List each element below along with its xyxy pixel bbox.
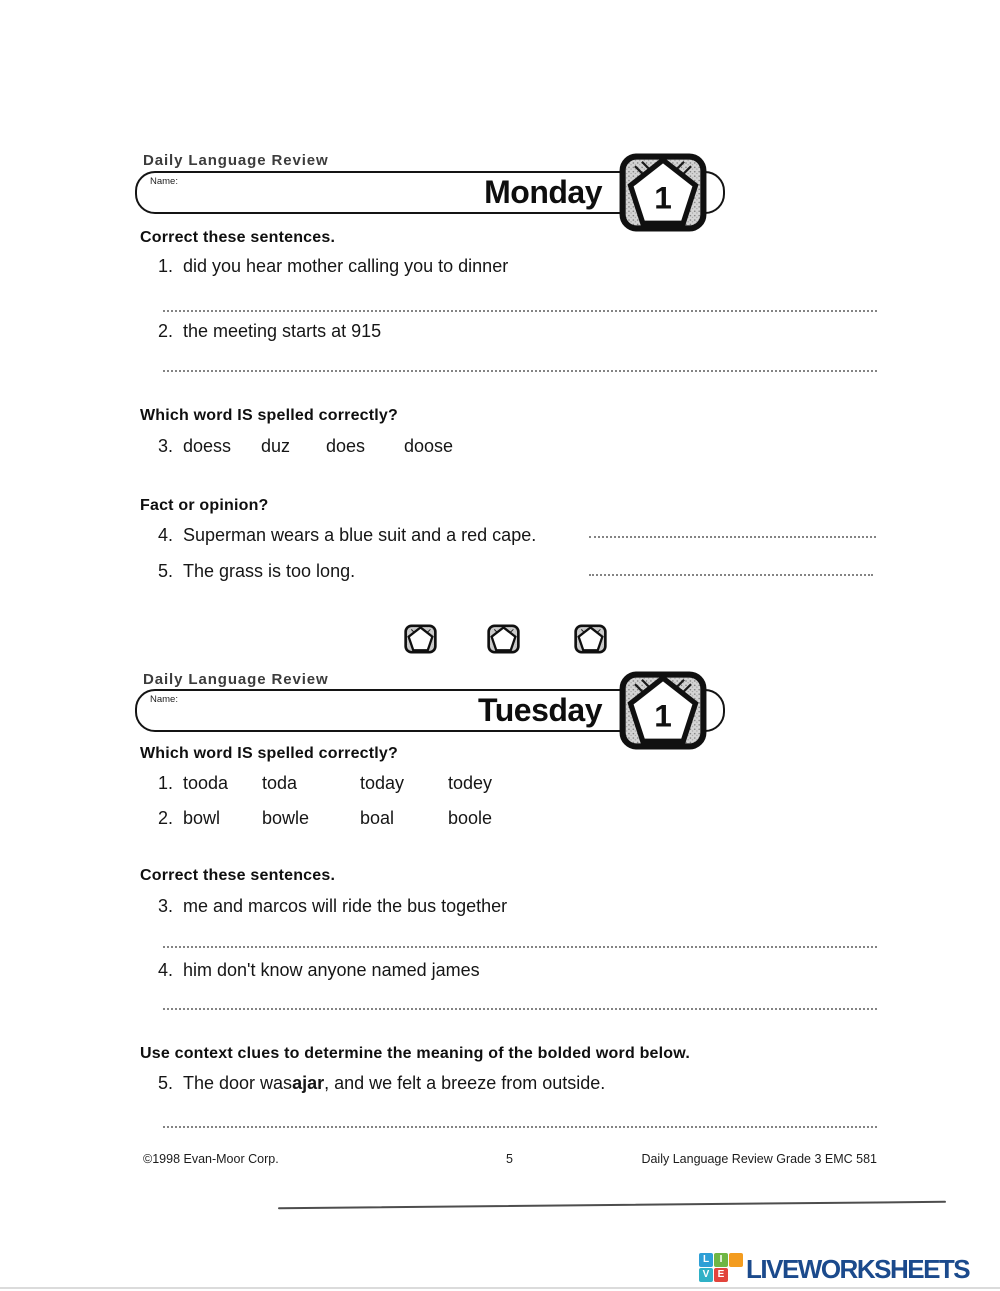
word-choice[interactable]: bowl [183, 808, 221, 828]
question-text: Superman wears a blue suit and a red cape. [183, 525, 537, 545]
question-row [158, 773, 492, 794]
question-number: 4. [158, 960, 174, 980]
pentagon-badge-icon [619, 153, 707, 232]
question-text: , and we felt a breeze from outside. [324, 1073, 606, 1093]
pentagon-badge-icon [619, 671, 707, 750]
word-choice[interactable]: today [360, 773, 405, 793]
instruction-heading: Which word IS spelled correctly? [140, 745, 399, 762]
answer-line[interactable] [163, 1126, 877, 1128]
question-number: 5. [158, 1073, 174, 1093]
logo-tile [729, 1253, 743, 1267]
question-row [158, 960, 480, 981]
bolded-word: ajar [292, 1073, 325, 1093]
logo-text: LIVEWORKSHEETS [746, 1254, 970, 1284]
word-choice[interactable]: does [326, 436, 366, 456]
question-text: The grass is too long. [183, 561, 356, 581]
question-number: 2. [158, 321, 174, 341]
word-choice[interactable]: doess [183, 436, 232, 456]
question-row [158, 321, 381, 342]
logo-tile: V [699, 1268, 713, 1282]
instruction-heading: Which word IS spelled correctly? [140, 407, 399, 424]
question-text: him don't know anyone named james [183, 960, 480, 980]
question-number: 5. [158, 561, 174, 581]
question-row [158, 896, 507, 917]
question-row [158, 1073, 605, 1094]
liveworksheets-logo[interactable] [699, 1253, 969, 1285]
instruction-heading: Correct these sentences. [140, 867, 336, 884]
question-number: 4. [158, 525, 174, 545]
word-choice[interactable]: duz [261, 436, 291, 456]
scan-artifact-line [278, 1201, 946, 1209]
copyright-text: ©1998 Evan-Moor Corp. [143, 1152, 279, 1166]
brand-title: Daily Language Review [143, 671, 329, 688]
question-text: me and marcos will ride the bus together [183, 896, 508, 916]
instruction-heading: Fact or opinion? [140, 497, 269, 514]
brand-title: Daily Language Review [143, 152, 329, 169]
answer-line[interactable] [589, 536, 876, 538]
logo-tile: I [714, 1253, 728, 1267]
word-choice[interactable]: todey [448, 773, 493, 793]
word-choice[interactable]: tooda [183, 773, 229, 793]
day-title: Monday [484, 174, 602, 210]
divider-pentagon-icon [404, 621, 437, 657]
question-number: 2. [158, 808, 174, 828]
divider-pentagon-icon [574, 621, 607, 657]
question-text: the meeting starts at 915 [183, 321, 382, 341]
word-choice[interactable]: doose [404, 436, 454, 456]
page-edge-line [0, 1287, 1000, 1289]
question-text: did you hear mother calling you to dinner [183, 256, 509, 276]
question-text: The door was [183, 1073, 293, 1093]
word-choice[interactable]: boole [448, 808, 493, 828]
question-row [158, 436, 453, 457]
question-row [158, 256, 508, 277]
answer-line[interactable] [163, 310, 877, 312]
word-choice[interactable]: boal [360, 808, 395, 828]
word-choice[interactable]: toda [262, 773, 298, 793]
answer-line[interactable] [163, 1008, 877, 1010]
question-number: 3. [158, 896, 174, 916]
question-row [158, 525, 536, 546]
badge-number: 1 [654, 697, 672, 734]
logo-tiles [699, 1253, 743, 1282]
answer-line[interactable] [163, 370, 877, 372]
logo-tile: E [714, 1268, 728, 1282]
question-number: 3. [158, 436, 174, 456]
name-label: Name: [150, 694, 178, 705]
question-row [158, 561, 355, 582]
day-title: Tuesday [478, 692, 602, 728]
edition-text: Daily Language Review Grade 3 EMC 581 [641, 1152, 877, 1166]
question-number: 1. [158, 256, 174, 276]
question-row [158, 808, 492, 829]
word-choice[interactable]: bowle [262, 808, 310, 828]
badge-number: 1 [654, 179, 672, 216]
logo-tile: L [699, 1253, 713, 1267]
instruction-heading: Correct these sentences. [140, 229, 336, 246]
answer-line[interactable] [589, 574, 873, 576]
instruction-heading: Use context clues to determine the meaning of the bolded word below. [140, 1045, 690, 1062]
name-label: Name: [150, 176, 178, 187]
divider-pentagon-icon [487, 621, 520, 657]
answer-line[interactable] [163, 946, 877, 948]
page-number: 5 [506, 1152, 513, 1166]
question-number: 1. [158, 773, 174, 793]
